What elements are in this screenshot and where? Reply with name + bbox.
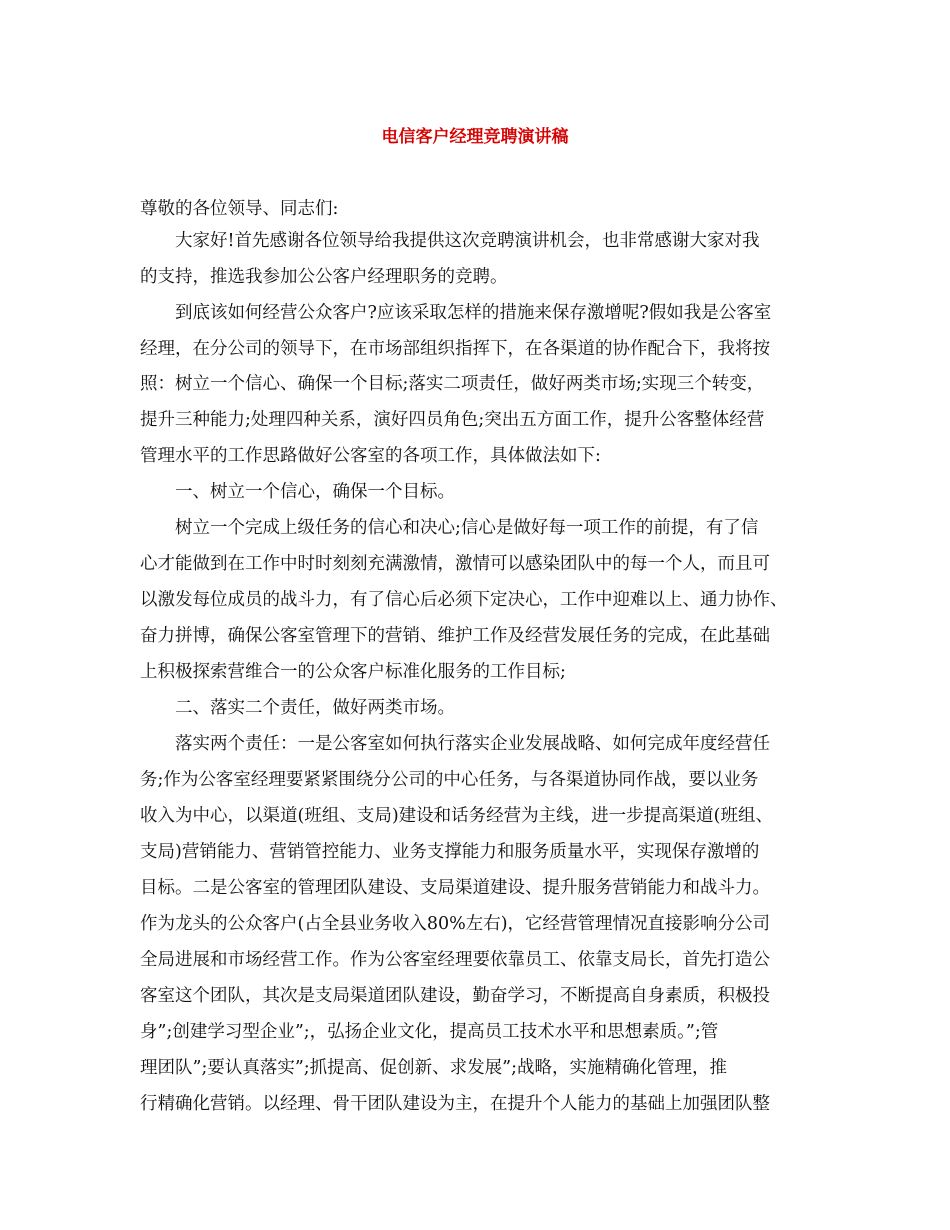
paragraph-line: 目标。二是公客室的管理团队建设、支局渠道建设、提升服务营销能力和战斗力。 bbox=[140, 878, 770, 898]
document-title: 电信客户经理竞聘演讲稿 bbox=[381, 127, 569, 147]
paragraph-line: 作为龙头的公众客户(占全县业务收入80%左右)，它经营管理情况直接影响分公司 bbox=[140, 914, 771, 934]
paragraph-line: 以激发每位成员的战斗力，有了信心后必须下定决心，工作中迎难以上、通力协作、 bbox=[140, 590, 788, 610]
paragraph-line: 全局进展和市场经营工作。作为公客室经理要依靠员工、依靠支局长，首先打造公 bbox=[140, 950, 770, 970]
paragraph-line: 经理，在分公司的领导下，在市场部组织指挥下，在各渠道的协作配合下，我将按 bbox=[140, 339, 770, 359]
section-heading-1: 一、树立一个信心，确保一个目标。 bbox=[175, 482, 455, 502]
salutation: 尊敬的各位领导、同志们: bbox=[140, 199, 339, 219]
paragraph-line: 树立一个完成上级任务的信心和决心;信心是做好每一项工作的前提，有了信 bbox=[175, 518, 759, 538]
paragraph-line: 上积极探索营维合一的公众客户标准化服务的工作目标; bbox=[140, 662, 566, 682]
paragraph-line: 务;作为公客室经理要紧紧围绕分公司的中心任务，与各渠道协同作战，要以业务 bbox=[140, 770, 759, 790]
paragraph-line: 落实两个责任：一是公客室如何执行落实企业发展战略、如何完成年度经营任 bbox=[175, 734, 770, 754]
paragraph-line: 奋力拼博，确保公客室管理下的营销、维护工作及经营发展任务的完成，在此基础 bbox=[140, 626, 770, 646]
paragraph-line: 管理水平的工作思路做好公客室的各项工作，具体做法如下: bbox=[140, 446, 601, 466]
paragraph-line: 大家好!首先感谢各位领导给我提供这次竞聘演讲机会，也非常感谢大家对我 bbox=[175, 231, 760, 251]
paragraph-line: 的支持，推选我参加公公客户经理职务的竞聘。 bbox=[140, 267, 508, 287]
paragraph-line: 提升三种能力;处理四种关系，演好四员角色;突出五方面工作，提升公客整体经营 bbox=[140, 410, 765, 430]
paragraph-line: 支局)营销能力、营销管控能力、业务支撑能力和服务质量水平，实现保存激增的 bbox=[140, 842, 760, 862]
paragraph-line: 收入为中心，以渠道(班组、支局)建设和话务经营为主线，进一步提高渠道(班组、 bbox=[140, 806, 773, 826]
paragraph-line: 照：树立一个信心、确保一个目标;落实二项责任，做好两类市场;实现三个转变， bbox=[140, 374, 765, 394]
section-heading-2: 二、落实二个责任，做好两类市场。 bbox=[175, 698, 455, 718]
paragraph-line: 身”;创建学习型企业”;，弘扬企业文化，提高员工技术水平和思想素质。”;管 bbox=[140, 1022, 719, 1042]
paragraph-line: 行精确化营销。以经理、骨干团队建设为主，在提升个人能力的基础上加强团队整 bbox=[140, 1094, 770, 1114]
paragraph-line: 客室这个团队，其次是支局渠道团队建设，勤奋学习，不断提高自身素质，积极投 bbox=[140, 986, 770, 1006]
paragraph-line: 理团队”;要认真落实”;抓提高、促创新、求发展”;战略，实施精确化管理，推 bbox=[140, 1058, 728, 1078]
paragraph-line: 到底该如何经营公众客户?应该采取怎样的措施来保存激增呢?假如我是公客室 bbox=[175, 303, 772, 323]
paragraph-line: 心才能做到在工作中时时刻刻充满激情，激情可以感染团队中的每一个人，而且可 bbox=[140, 554, 770, 574]
